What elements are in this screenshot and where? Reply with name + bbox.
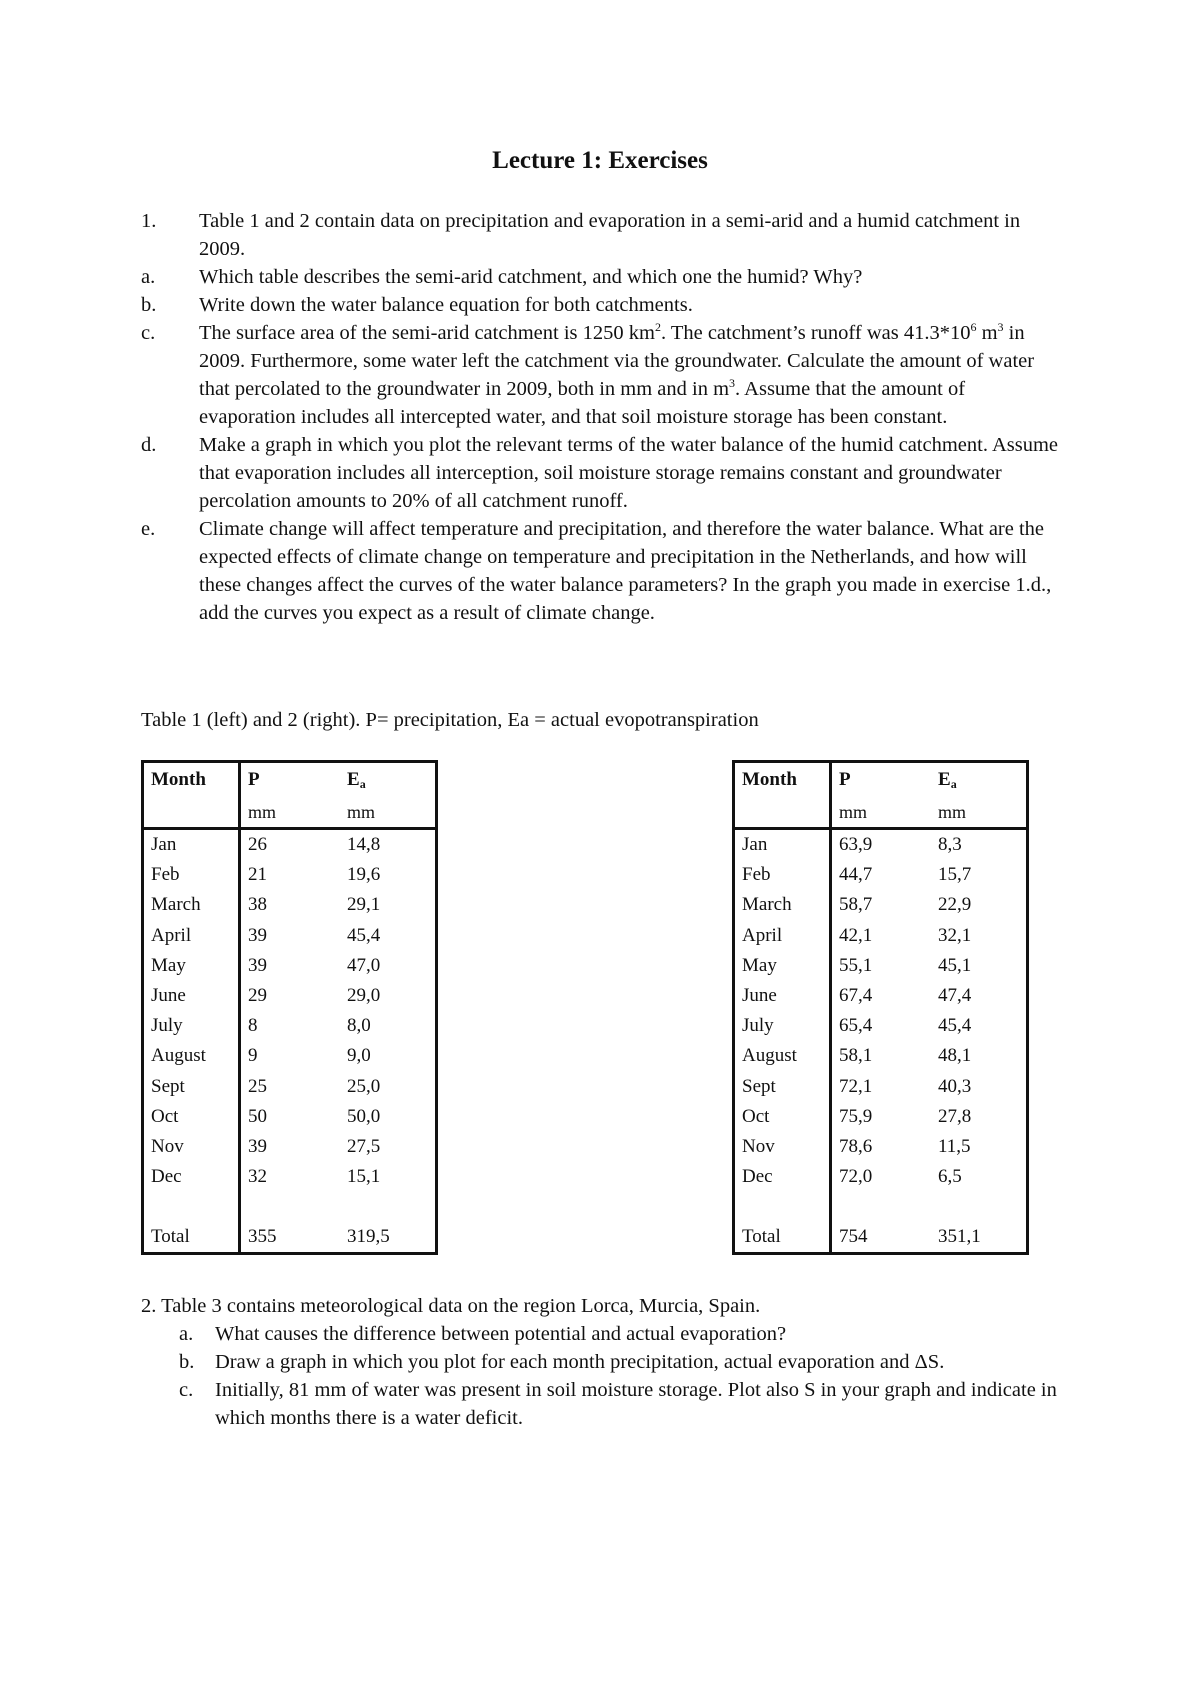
table-caption: Table 1 (left) and 2 (right). P= precipitation, Ea = actual evopotranspiration: [141, 709, 759, 731]
cell-ea: 11,5: [938, 1135, 971, 1157]
header-month: Month: [143, 762, 240, 798]
item-text: Draw a graph in which you plot for each month precipitation, actual evaporation and ΔS.: [215, 1351, 945, 1373]
cell-month: Jan: [734, 829, 831, 861]
table-row: [734, 1011, 1028, 1041]
header-ea-sub: a: [359, 777, 366, 791]
item-text: Initially, 81 mm of water was present in soil moisture storage. Plot also S in your graph and indicate in which months there is a water deficit.: [215, 1379, 1057, 1429]
table-row: [143, 1072, 437, 1102]
cell-month: Dec: [143, 1162, 240, 1192]
header-ea-sub: a: [950, 777, 957, 791]
table-unit-row: [143, 797, 437, 829]
table-row: [143, 1041, 437, 1071]
cell-ea: 29,1: [347, 894, 381, 916]
unit-ea: mm: [340, 797, 437, 829]
cell-ea: 19,6: [347, 864, 381, 886]
cell-ea: 48,1: [938, 1045, 972, 1067]
superscript: 6: [970, 320, 977, 334]
table-row: [734, 890, 1028, 920]
cell-p: 39: [248, 1135, 267, 1157]
cell-ea: 32,1: [938, 924, 972, 946]
header-p: P: [248, 769, 260, 790]
header-p: P: [839, 769, 851, 790]
cell-month: Dec: [734, 1162, 831, 1192]
item-text: [199, 319, 1061, 431]
unit-p: mm: [831, 797, 932, 829]
item-text: What causes the difference between potential and actual evaporation?: [215, 1323, 787, 1345]
cell-month: May: [143, 951, 240, 981]
text-part: . The catchment’s runoff was 41.3*10: [660, 322, 971, 344]
exercise-2c: [141, 1376, 1061, 1432]
cell-p: 38: [248, 894, 267, 916]
cell-p: 29: [248, 985, 267, 1007]
table-total-row: [734, 1222, 1028, 1254]
item-number: 1.: [141, 210, 157, 232]
table-spacer-row: [143, 1192, 437, 1222]
table-row: [143, 829, 437, 861]
cell-month: Sept: [143, 1072, 240, 1102]
unit-blank: [143, 797, 240, 829]
cell-ea: 15,7: [938, 864, 972, 886]
item-text: Table 1 and 2 contain data on precipitation and evaporation in a semi-arid and a humid catchment in 2009.: [199, 210, 1021, 260]
text-part: . Assume that the amount of evaporation includes all intercepted water, and that soil moisture storage has been constant.: [199, 378, 966, 428]
exercise-1c: [141, 319, 1061, 431]
table-row: [143, 1102, 437, 1132]
cell-ea: 40,3: [938, 1075, 972, 1097]
cell-month: July: [734, 1011, 831, 1041]
exercise-1: [141, 207, 1061, 627]
table-row: [143, 951, 437, 981]
exercise-1a: [141, 263, 1061, 291]
cell-month: Total: [734, 1222, 831, 1254]
item-letter: a.: [179, 1323, 194, 1345]
table-row: [734, 921, 1028, 951]
table-row: [734, 1102, 1028, 1132]
header-month: Month: [734, 762, 831, 798]
table-header-row: [143, 762, 437, 798]
cell-p: 32: [248, 1166, 267, 1188]
cell-p: 67,4: [839, 985, 873, 1007]
item-text: Which table describes the semi-arid catchment, and which one the humid? Why?: [199, 266, 863, 288]
item-letter: b.: [141, 294, 157, 316]
exercise-1-intro: [141, 207, 1061, 263]
item-text: Write down the water balance equation for both catchments.: [199, 294, 693, 316]
cell-p: 39: [248, 954, 267, 976]
table-total-row: [143, 1222, 437, 1254]
exercise-2b: [141, 1348, 1061, 1376]
cell-month: June: [143, 981, 240, 1011]
cell-ea: 9,0: [347, 1045, 371, 1067]
cell-p: 355: [248, 1226, 277, 1248]
cell-month: Oct: [143, 1102, 240, 1132]
cell-p: 72,0: [839, 1166, 873, 1188]
cell-p: 21: [248, 864, 267, 886]
cell-p: 26: [248, 834, 267, 856]
superscript: 2: [654, 320, 661, 334]
table-row: [143, 860, 437, 890]
table-2-humid: [732, 760, 1029, 1255]
cell-ea: 15,1: [347, 1166, 381, 1188]
header-ea: [340, 762, 437, 798]
cell-p: 25: [248, 1075, 267, 1097]
cell-p: 39: [248, 924, 267, 946]
cell-month: April: [143, 921, 240, 951]
cell-p: 63,9: [839, 834, 873, 856]
cell-p: 44,7: [839, 864, 873, 886]
cell-month: July: [143, 1011, 240, 1041]
cell-ea: 47,0: [347, 954, 381, 976]
header-ea: [931, 762, 1028, 798]
page-title: Lecture 1: Exercises: [492, 147, 708, 174]
cell-ea: 47,4: [938, 985, 972, 1007]
cell-month: Feb: [143, 860, 240, 890]
header-ea-main: E: [938, 769, 951, 790]
table-row: [143, 890, 437, 920]
table-row: [143, 1132, 437, 1162]
cell-ea: 6,5: [938, 1166, 962, 1188]
cell-p: 9: [248, 1045, 258, 1067]
unit-p: mm: [240, 797, 341, 829]
cell-ea: 8,3: [938, 834, 962, 856]
exercise-2: [141, 1292, 1061, 1432]
cell-ea: 27,8: [938, 1105, 972, 1127]
table-spacer-row: [734, 1192, 1028, 1222]
exercise-1e: [141, 515, 1061, 627]
cell-month: Nov: [734, 1132, 831, 1162]
cell-month: Sept: [734, 1072, 831, 1102]
cell-ea: 8,0: [347, 1015, 371, 1037]
item-text: Climate change will affect temperature and precipitation, and therefore the water balance. What are the expected effects of climate change on temperature and precipitation in the Netherlands, and how will these changes affect the curves of the water balance parameters? In the graph you made in exercise 1.d., add the curves you expect as a result of climate change.: [199, 518, 1052, 624]
cell-p: 50: [248, 1105, 267, 1127]
exercise-2a: [141, 1320, 1061, 1348]
superscript: 3: [729, 376, 736, 390]
cell-ea: 319,5: [347, 1226, 390, 1248]
cell-ea: 22,9: [938, 894, 972, 916]
table-row: [734, 1072, 1028, 1102]
table-row: [734, 1041, 1028, 1071]
cell-p: 42,1: [839, 924, 873, 946]
cell-ea: 45,4: [347, 924, 381, 946]
cell-month: March: [734, 890, 831, 920]
item-text: Make a graph in which you plot the relevant terms of the water balance of the humid catchment. Assume that evaporation includes all interception, soil moisture storage remains constant and groundwater percolation amounts to 20% of all catchment runoff.: [199, 434, 1059, 512]
cell-p: 75,9: [839, 1105, 873, 1127]
cell-ea: 45,4: [938, 1015, 972, 1037]
exercise-2-intro: 2. Table 3 contains meteorological data on the region Lorca, Murcia, Spain.: [141, 1295, 761, 1317]
spacer-cell: [143, 1192, 240, 1222]
table-row: [734, 981, 1028, 1011]
table-header-row: [734, 762, 1028, 798]
cell-month: Feb: [734, 860, 831, 890]
cell-month: June: [734, 981, 831, 1011]
cell-ea: 27,5: [347, 1135, 381, 1157]
cell-ea: 50,0: [347, 1105, 381, 1127]
header-ea-main: E: [347, 769, 360, 790]
table-row: [734, 1132, 1028, 1162]
spacer-cell: [340, 1192, 437, 1222]
table-row: [734, 829, 1028, 861]
table-1-semi-arid: [141, 760, 438, 1255]
table-row: [143, 921, 437, 951]
spacer-cell: [734, 1192, 831, 1222]
superscript: 3: [997, 320, 1004, 334]
table-row: [734, 1162, 1028, 1192]
spacer-cell: [931, 1192, 1028, 1222]
table-row: [143, 1162, 437, 1192]
item-letter: c.: [141, 322, 156, 344]
cell-p: 8: [248, 1015, 258, 1037]
cell-ea: 29,0: [347, 985, 381, 1007]
cell-p: 65,4: [839, 1015, 873, 1037]
text-part: The surface area of the semi-arid catchment is 1250 km: [199, 322, 655, 344]
item-letter: d.: [141, 434, 157, 456]
cell-month: May: [734, 951, 831, 981]
cell-month: August: [734, 1041, 831, 1071]
exercise-1b: [141, 291, 1061, 319]
cell-month: Nov: [143, 1132, 240, 1162]
item-letter: e.: [141, 518, 156, 540]
unit-blank: [734, 797, 831, 829]
cell-month: March: [143, 890, 240, 920]
cell-p: 78,6: [839, 1135, 873, 1157]
table-unit-row: [734, 797, 1028, 829]
item-letter: b.: [179, 1351, 195, 1373]
spacer-cell: [240, 1192, 341, 1222]
cell-ea: 351,1: [938, 1226, 981, 1248]
cell-month: Total: [143, 1222, 240, 1254]
cell-ea: 14,8: [347, 834, 381, 856]
table-row: [143, 981, 437, 1011]
cell-month: April: [734, 921, 831, 951]
exercise-1d: [141, 431, 1061, 515]
table-row: [143, 1011, 437, 1041]
text-part: in 2009. Furthermore, some water left the catchment via the groundwater. Calculate the amount of water that percolated to the groundwater in 2009, both in mm and in m: [199, 322, 1035, 400]
item-letter: c.: [179, 1379, 194, 1401]
spacer-cell: [831, 1192, 932, 1222]
cell-p: 754: [839, 1226, 868, 1248]
cell-ea: 25,0: [347, 1075, 381, 1097]
cell-month: Oct: [734, 1102, 831, 1132]
text-part: m: [976, 322, 998, 344]
unit-ea: mm: [931, 797, 1028, 829]
table-row: [734, 860, 1028, 890]
cell-month: August: [143, 1041, 240, 1071]
cell-p: 55,1: [839, 954, 873, 976]
cell-p: 72,1: [839, 1075, 873, 1097]
cell-month: Jan: [143, 829, 240, 861]
item-letter: a.: [141, 266, 156, 288]
cell-ea: 45,1: [938, 954, 972, 976]
cell-p: 58,1: [839, 1045, 873, 1067]
table-row: [734, 951, 1028, 981]
cell-p: 58,7: [839, 894, 873, 916]
